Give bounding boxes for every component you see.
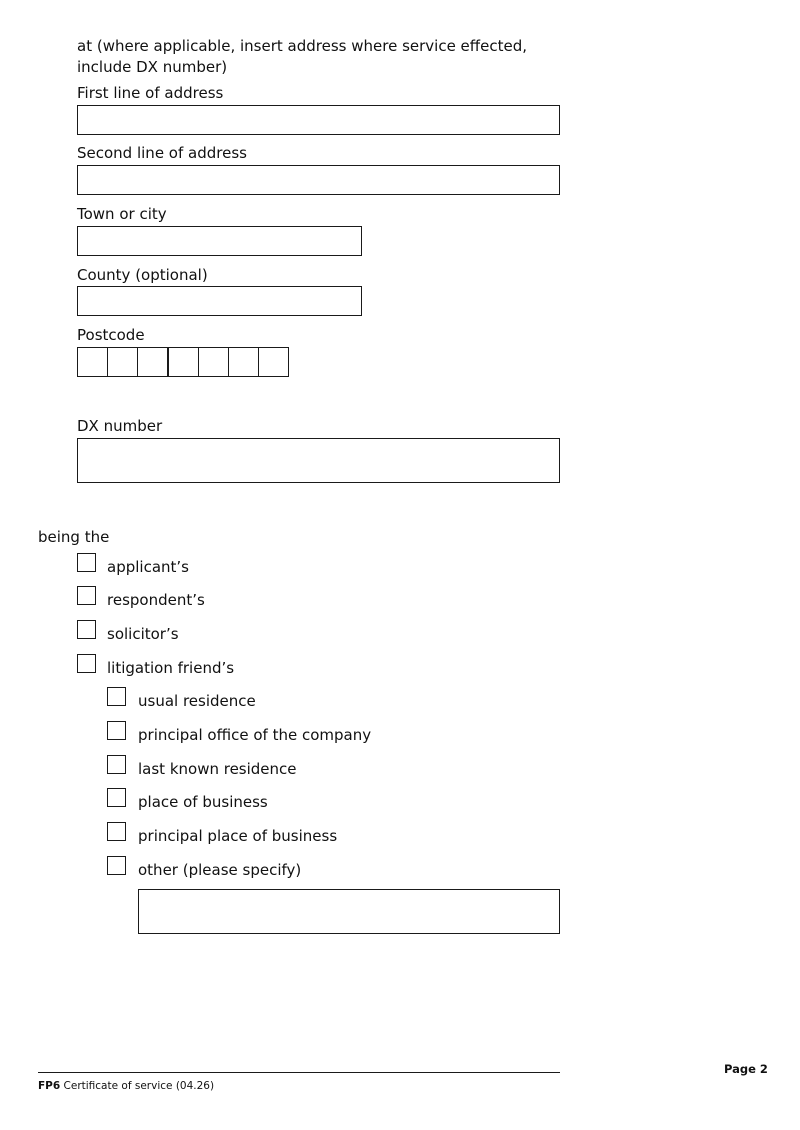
footer-form-code: FP6 bbox=[38, 1080, 61, 1092]
page-number: Page 2 bbox=[724, 1062, 768, 1076]
other-option-label: other (please specify) bbox=[138, 861, 302, 879]
place-of-business-checkbox[interactable] bbox=[107, 788, 126, 807]
principal-place-of-business-checkbox[interactable] bbox=[107, 822, 126, 841]
dx-number-input[interactable] bbox=[77, 438, 560, 483]
litigation-friend-checkbox[interactable] bbox=[77, 654, 96, 673]
second-line-label: Second line of address bbox=[77, 144, 247, 162]
usual-residence-checkbox[interactable] bbox=[107, 687, 126, 706]
respondent-option-label: respondent’s bbox=[107, 591, 205, 609]
second-line-input[interactable] bbox=[77, 165, 560, 195]
applicant-option-label: applicant’s bbox=[107, 558, 189, 576]
applicant-checkbox[interactable] bbox=[77, 553, 96, 572]
postcode-char-box[interactable] bbox=[77, 347, 108, 377]
postcode-char-box[interactable] bbox=[258, 347, 289, 377]
postcode-char-box[interactable] bbox=[107, 347, 138, 377]
county-label: County (optional) bbox=[77, 266, 208, 284]
footer-form-name: Certificate of service (04.26) bbox=[63, 1080, 215, 1092]
principal-place-of-business-label: principal place of business bbox=[138, 827, 338, 845]
principal-office-checkbox[interactable] bbox=[107, 721, 126, 740]
town-label: Town or city bbox=[77, 205, 167, 223]
place-of-business-label: place of business bbox=[138, 793, 268, 811]
litigation-friend-option-label: litigation friend’s bbox=[107, 659, 235, 677]
first-line-input[interactable] bbox=[77, 105, 560, 135]
solicitor-option-label: solicitor’s bbox=[107, 625, 179, 643]
being-the-text: being the bbox=[38, 528, 110, 546]
footer-rule bbox=[38, 1072, 560, 1073]
other-specify-input[interactable] bbox=[138, 889, 560, 934]
address-intro-text: at (where applicable, insert address where service effected, include DX number) bbox=[77, 37, 527, 76]
last-known-residence-checkbox[interactable] bbox=[107, 755, 126, 774]
solicitor-checkbox[interactable] bbox=[77, 620, 96, 639]
other-checkbox[interactable] bbox=[107, 856, 126, 875]
town-input[interactable] bbox=[77, 226, 362, 256]
last-known-residence-label: last known residence bbox=[138, 760, 297, 778]
first-line-label: First line of address bbox=[77, 84, 224, 102]
postcode-char-box[interactable] bbox=[137, 347, 168, 377]
dx-label: DX number bbox=[77, 417, 163, 435]
postcode-label: Postcode bbox=[77, 326, 145, 344]
usual-residence-label: usual residence bbox=[138, 692, 256, 710]
principal-office-label: principal office of the company bbox=[138, 726, 372, 744]
postcode-char-box[interactable] bbox=[168, 347, 199, 377]
postcode-char-box[interactable] bbox=[198, 347, 229, 377]
county-input[interactable] bbox=[77, 286, 362, 316]
postcode-char-box[interactable] bbox=[228, 347, 259, 377]
footer-form-title bbox=[38, 1079, 214, 1093]
respondent-checkbox[interactable] bbox=[77, 586, 96, 605]
